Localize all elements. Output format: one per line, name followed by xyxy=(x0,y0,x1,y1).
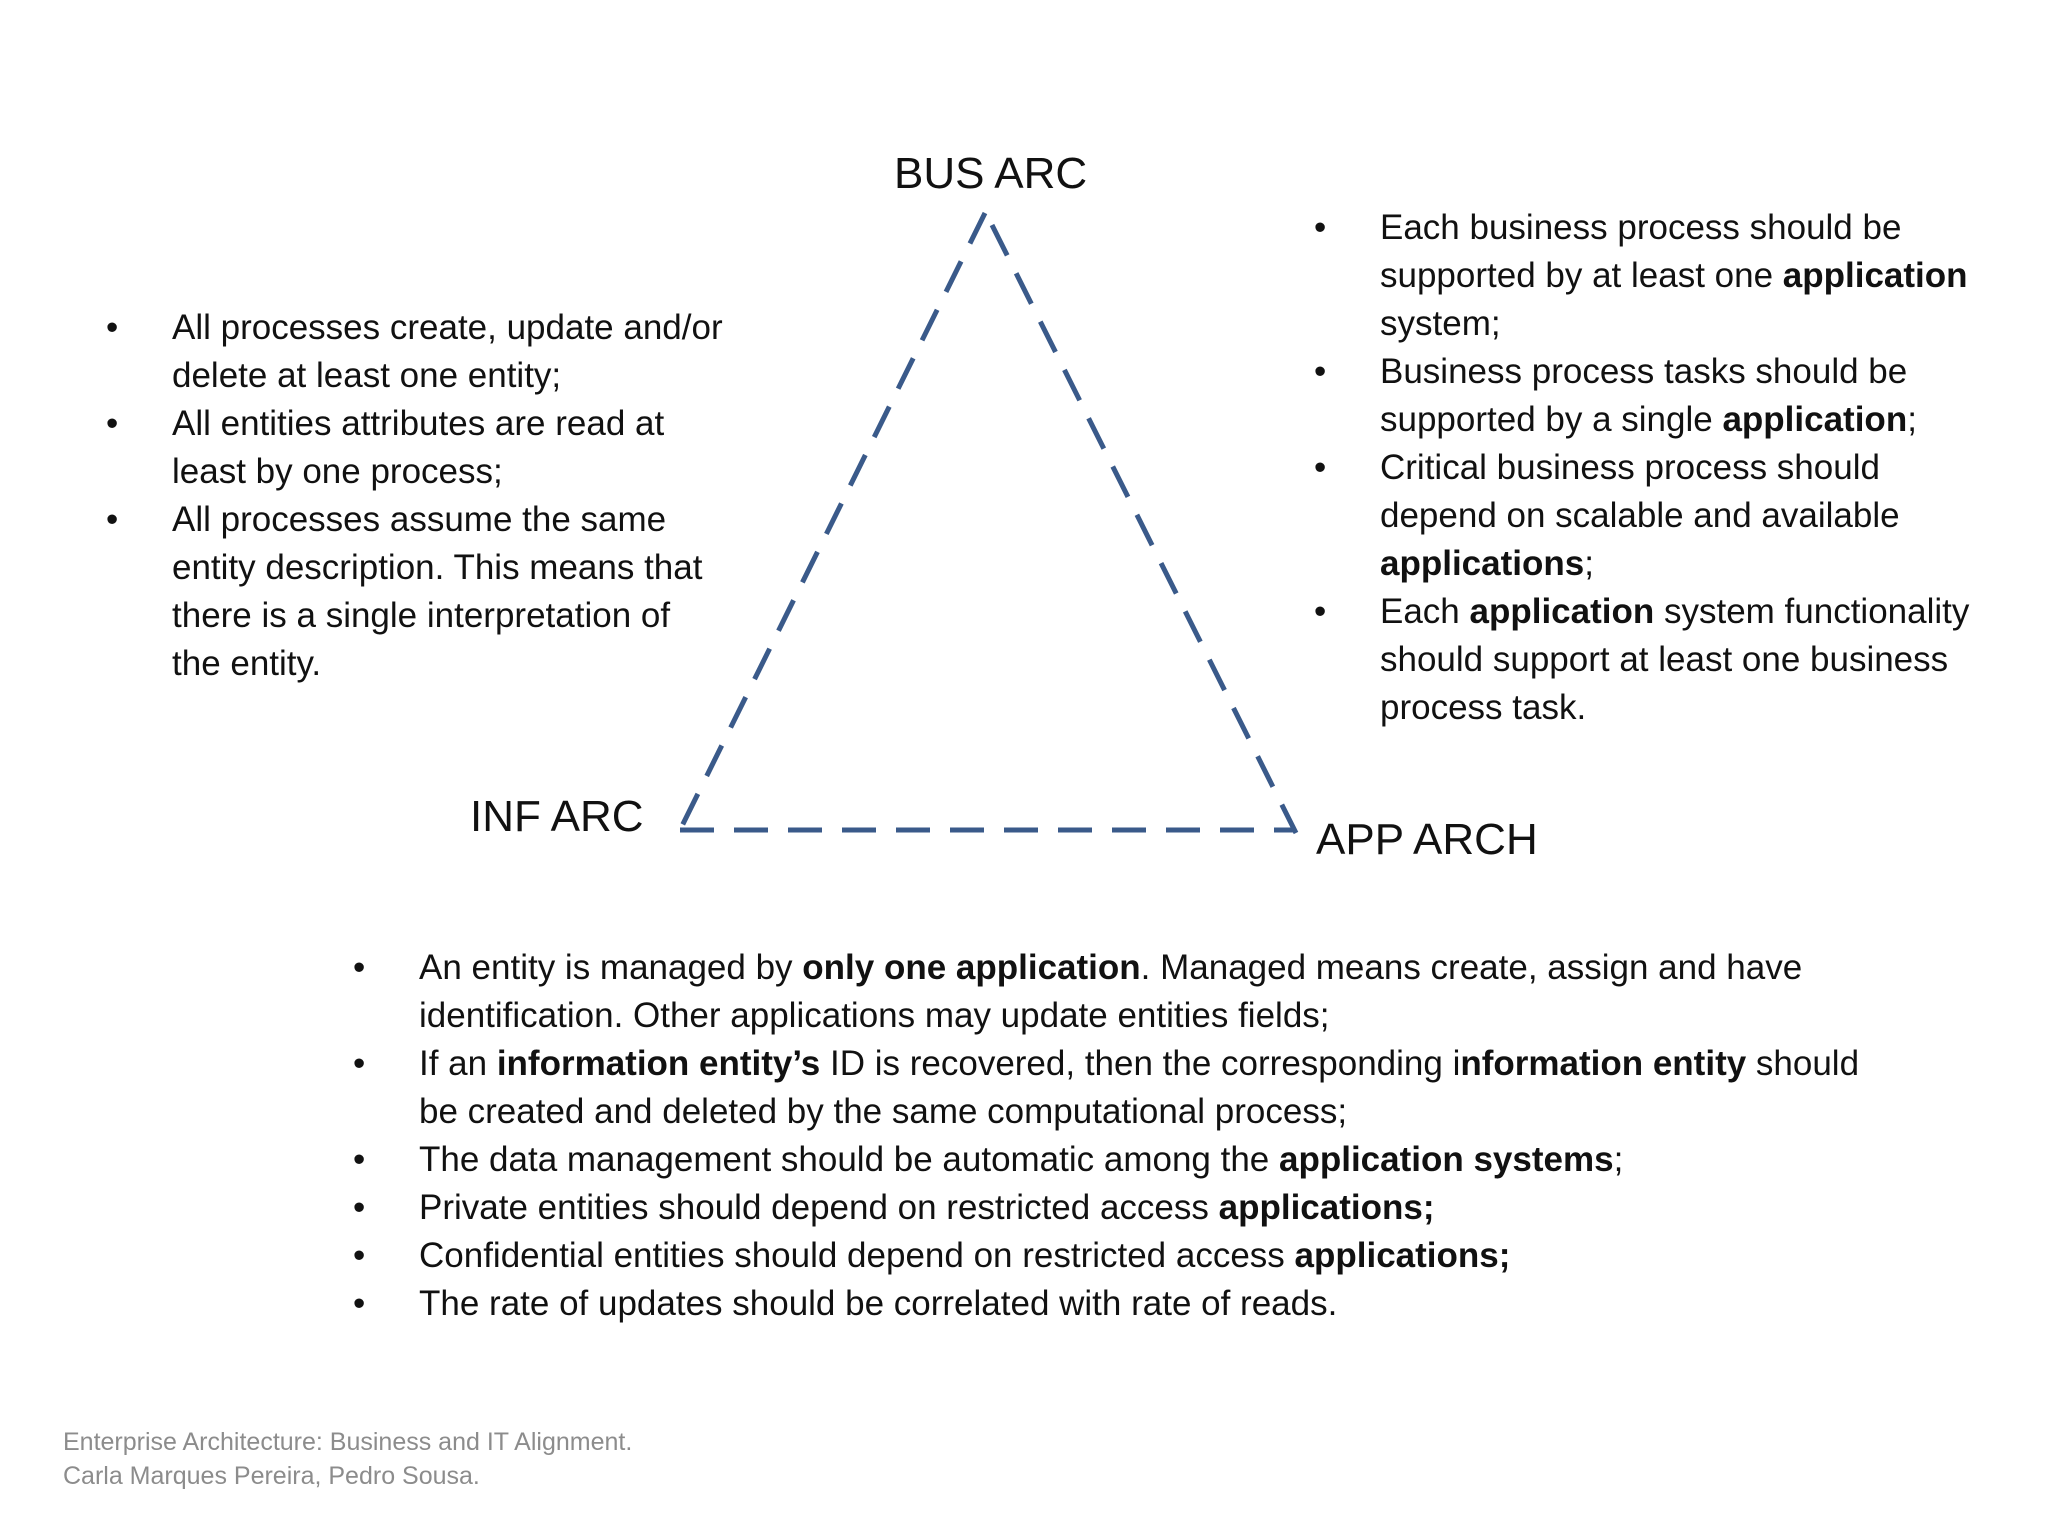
vertex-label-bus-arc: BUS ARC xyxy=(894,149,1088,198)
application-architecture-rules xyxy=(353,944,1873,1328)
bold-text: application xyxy=(1722,400,1908,439)
text: All processes assume the same entity description. This means that there is a single interpretation of the entity. xyxy=(172,500,703,683)
text: Business process tasks should be supported by a single xyxy=(1380,352,1908,439)
text: system; xyxy=(1380,304,1501,343)
bullet-item xyxy=(353,1184,1873,1232)
information-architecture-rules xyxy=(106,304,726,688)
bold-text: application xyxy=(1469,592,1655,631)
edge-bus-app xyxy=(992,225,1296,833)
citation-title: Enterprise Architecture: Business and IT Alignment. xyxy=(63,1428,633,1456)
text: ; xyxy=(1907,400,1917,439)
text: . Managed means create, assign and have identification. Other applications may update entities fields; xyxy=(419,948,1803,1035)
bold-text: information entity’s xyxy=(496,1044,821,1083)
bold-text: applications; xyxy=(1294,1236,1511,1275)
bold-text: only one application xyxy=(802,948,1141,987)
bullet-item xyxy=(1314,348,1994,444)
bullet-item xyxy=(1314,588,1994,732)
bullet-item xyxy=(353,944,1873,1040)
bold-text: applications; xyxy=(1218,1188,1435,1227)
source-citation xyxy=(63,1425,632,1493)
bullet-item xyxy=(353,1280,1873,1328)
bullet-item xyxy=(106,400,726,496)
text: If an xyxy=(419,1044,497,1083)
business-architecture-rules xyxy=(1314,204,1994,732)
bullet-item xyxy=(106,304,726,400)
bullet-item xyxy=(353,1136,1873,1184)
text: should be created and deleted by the same computational process; xyxy=(419,1044,1860,1131)
text: All entities attributes are read at least by one process; xyxy=(172,404,665,491)
bullet-item xyxy=(353,1040,1873,1136)
bold-text: applications xyxy=(1380,544,1585,583)
text: Confidential entities should depend on restricted access xyxy=(419,1236,1295,1275)
bold-text: nformation entity xyxy=(1460,1044,1747,1083)
vertex-label-inf-arc: INF ARC xyxy=(470,792,644,841)
text: Each business process should be supported by at least one xyxy=(1380,208,1902,295)
text: All processes create, update and/or delete at least one entity; xyxy=(172,308,723,395)
bullet-item xyxy=(1314,204,1994,348)
bullet-item xyxy=(353,1232,1873,1280)
bullet-item xyxy=(106,496,726,688)
vertex-label-app-arch: APP ARCH xyxy=(1316,815,1538,864)
text: ; xyxy=(1613,1140,1624,1179)
text: The data management should be automatic among the xyxy=(419,1140,1279,1179)
text: system functionality should support at least one business process task. xyxy=(1380,592,1970,727)
text: The rate of updates should be correlated with rate of reads. xyxy=(419,1284,1338,1323)
text: Critical business process should depend on scalable and available xyxy=(1380,448,1900,535)
text: Private entities should depend on restricted access xyxy=(419,1188,1219,1227)
text: ID is recovered, then the corresponding i xyxy=(820,1044,1461,1083)
bold-text: application systems xyxy=(1279,1140,1614,1179)
text: ; xyxy=(1584,544,1594,583)
text: Each xyxy=(1380,592,1470,631)
bold-text: application xyxy=(1782,256,1968,295)
text: An entity is managed by xyxy=(419,948,803,987)
citation-authors: Carla Marques Pereira, Pedro Sousa. xyxy=(63,1462,480,1490)
bullet-item xyxy=(1314,444,1994,588)
